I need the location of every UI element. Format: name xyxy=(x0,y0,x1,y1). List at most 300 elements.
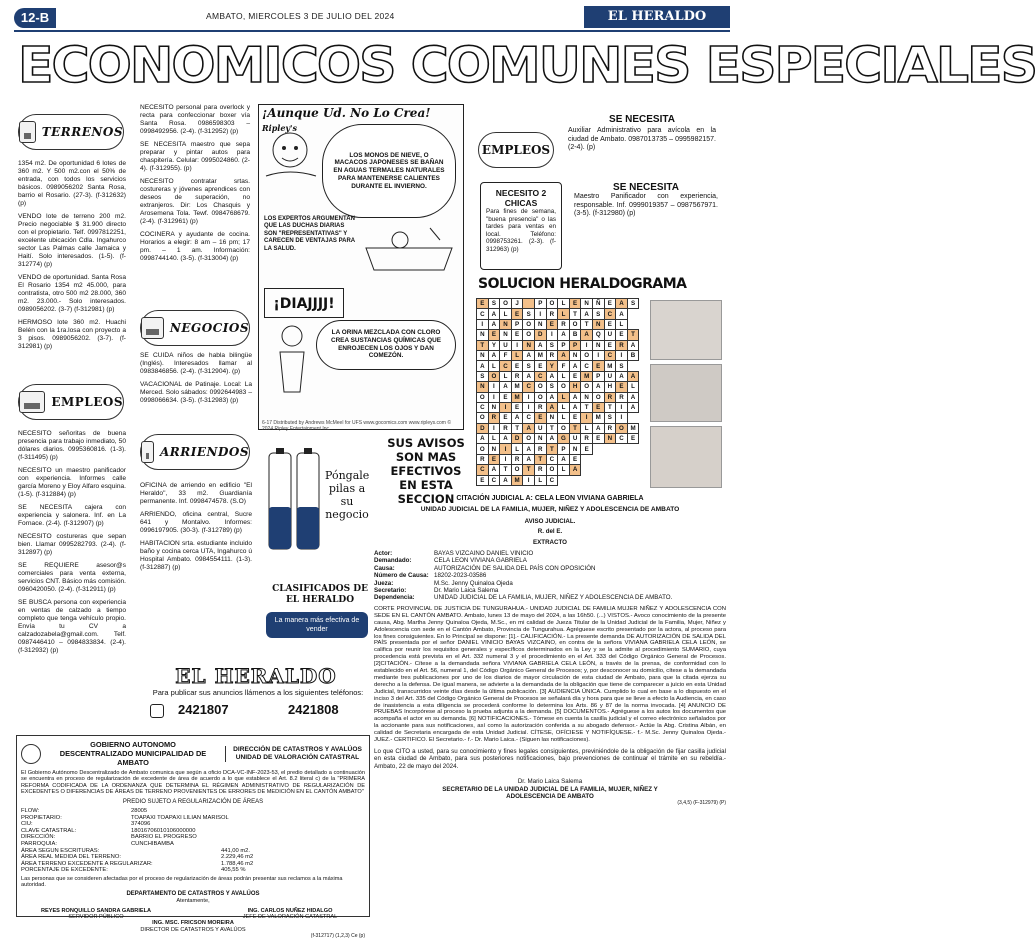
field-key: Dependencia: xyxy=(374,594,415,602)
grid-cell: T xyxy=(546,444,558,454)
row-value: 18016706010106000000 xyxy=(131,827,196,834)
grid-cell: E xyxy=(604,340,616,350)
gad-row xyxy=(21,815,365,822)
citation-rdee: R. del E. xyxy=(537,528,563,536)
phone-number-2: 2421808 xyxy=(288,702,339,717)
grid-cell: E xyxy=(488,454,500,464)
gad-areas xyxy=(21,848,365,874)
grid-row xyxy=(477,413,639,423)
grid-cell: N xyxy=(569,444,581,454)
grid-cell: I xyxy=(511,340,523,350)
field-value: BAYAS VIZCAINO DANIEL VINICIO xyxy=(434,550,534,558)
grid-cell: A xyxy=(488,319,500,329)
grid-row xyxy=(477,299,639,309)
cartoon-bubble-3 xyxy=(316,320,456,370)
gad-ref: (f-312717) (1,2,3) Ce (p) xyxy=(310,933,365,940)
classified-ad: NECESITO costureras que sepan bien. Llamar 0995282793. (2-4). (f-312897) (p) xyxy=(18,533,126,556)
grid-cell: A xyxy=(569,392,581,402)
grid-cell: C xyxy=(523,413,535,423)
grid-cell: E xyxy=(546,319,558,329)
grid-cell: I xyxy=(546,330,558,340)
row-value: TOAPAXI TOAPAXI LILIAN MARISOL xyxy=(131,814,229,821)
classified-ad: COCINERA y ayudante de cocina. Horarios a elegir: 8 am – 16 pm; 17 pm. – 1 am. Información: 0998744140. (3-5). (f-313004) (p) xyxy=(140,231,250,262)
row-key: PARROQUIA: xyxy=(21,841,57,847)
grid-cell: L xyxy=(627,382,639,392)
citation-field xyxy=(374,565,726,572)
grid-cell: A xyxy=(488,309,500,319)
grid-cell: A xyxy=(558,350,570,360)
grid-cell: I xyxy=(616,402,628,412)
grid-cell: A xyxy=(558,330,570,340)
grid-cell: L xyxy=(581,423,593,433)
grid-cell: O xyxy=(511,465,523,475)
grid-cell: J xyxy=(511,299,523,309)
cartoon-brand: Ripley's xyxy=(262,123,298,133)
grid-cell: C xyxy=(604,309,616,319)
grid-cell: A xyxy=(581,330,593,340)
citation-field xyxy=(374,557,726,564)
gad-row xyxy=(21,867,365,874)
grid-cell: U xyxy=(604,330,616,340)
grid-cell: P xyxy=(592,371,604,381)
grid-cell: E xyxy=(592,434,604,444)
empleos-ads xyxy=(18,430,126,730)
grid-cell: R xyxy=(488,413,500,423)
grid-cell: C xyxy=(523,382,535,392)
grid-cell: O xyxy=(523,330,535,340)
grid-row xyxy=(477,361,639,371)
gad-sig2-name: ING. CARLOS NUÑEZ HIDALGO xyxy=(247,907,333,914)
grid-cell: I xyxy=(500,402,512,412)
grid-cell: R xyxy=(511,454,523,464)
grid-cell: E xyxy=(616,382,628,392)
section-empleos-left xyxy=(18,384,124,420)
grid-cell: L xyxy=(558,402,570,412)
grid-cell: L xyxy=(616,319,628,329)
grid-cell: I xyxy=(534,309,546,319)
phone-number-1: 2421807 xyxy=(178,702,229,717)
grid-cell: R xyxy=(604,392,616,402)
citacion-judicial xyxy=(374,495,726,920)
phones-text: Para publicar sus anuncios llámenos a los siguientes teléfonos: xyxy=(152,688,364,697)
grid-cell: A xyxy=(627,402,639,412)
grid-cell: T xyxy=(534,454,546,464)
classified-ad: NECESITO señoritas de buena presencia para trabajo inmediato, 50 dólares diarios. 0995360816. (1-3). (f-311495) (p) xyxy=(18,430,126,461)
grid-cell: P xyxy=(558,444,570,454)
grid-cell: I xyxy=(523,392,535,402)
cartoon-bubble-1 xyxy=(322,124,456,218)
grid-cell: N xyxy=(523,340,535,350)
grid-cell: L xyxy=(511,350,523,360)
grid-cell: C xyxy=(546,475,558,485)
classified-ad: SE NECESITA maestro que sepa preparar y pintar autos para chaspitería. Celular: 0995024860. (2-4). (f-312955). (p) xyxy=(140,141,250,172)
citation-field xyxy=(374,572,726,579)
gad-row xyxy=(21,854,365,861)
grid-cell: E xyxy=(592,361,604,371)
grid-cell: C xyxy=(581,361,593,371)
classified-ad: ARRIENDO, oficina central, Sucre 641 y Montalvo. Informes: 0996197905. (30-3). (f-312789) (p) xyxy=(140,511,252,534)
grid-cell: P xyxy=(558,340,570,350)
grid-cell: A xyxy=(558,454,570,464)
grid-cell: O xyxy=(534,382,546,392)
classified-ad: 1354 m2. De oportunidad 6 lotes de 360 m2. Y 500 m2.con el 50% de entrada, con todos los servicios básicos. 0989056202 Santa Rosa, barrio el Rosario. (27-3). (f-312632) (p) xyxy=(18,160,126,207)
citation-title: CITACIÓN JUDICIAL A: CELA LEON VIVIANA GABRIELA xyxy=(456,495,644,502)
section-empleos-right-label: EMPLEOS xyxy=(481,143,551,157)
grid-cell: E xyxy=(616,330,628,340)
grid-cell: L xyxy=(558,465,570,475)
field-value: UNIDAD JUDICIAL DE LA FAMILIA, MUJER, NIÑEZ Y ADOLESCENCIA DE AMBATO. xyxy=(434,594,673,602)
grid-cell: Y xyxy=(546,361,558,371)
grid-row xyxy=(477,350,639,360)
row-key: FLOW: xyxy=(21,808,40,815)
citation-extracto: EXTRACTO xyxy=(533,538,567,546)
negocios-ads xyxy=(140,352,252,432)
grid-cell: E xyxy=(581,444,593,454)
cartoon-title-text: ¡Aunque Ud. No Lo Crea! xyxy=(262,106,431,120)
grid-cell: N xyxy=(477,330,489,340)
house-icon xyxy=(19,121,36,143)
grid-cell: E xyxy=(477,475,489,485)
phones-brand: EL HERALDO xyxy=(175,664,337,688)
row-value: 1.788,46 m2 xyxy=(221,860,254,867)
section-negocios-label: NEGOCIOS xyxy=(169,321,249,335)
ad-body: Para fines de semana, "buena presencia" o las tardes para ventas en local. Teléfono: 0998753261. (2-3). (f-312963) (p) xyxy=(486,208,556,253)
grid-cell: R xyxy=(511,371,523,381)
field-key: Jueza: xyxy=(374,579,394,587)
grid-cell: C xyxy=(477,402,489,412)
citation-ref: (3,4,5) (F-312979) (P) xyxy=(677,800,726,807)
gad-right-title: DIRECCIÓN DE CATASTROS Y AVALÚOS UNIDAD DE VALORACIÓN CATASTRAL xyxy=(225,746,365,762)
grid-cell: M xyxy=(581,371,593,381)
grid-row xyxy=(477,465,639,475)
ad-title: SE NECESITA xyxy=(613,182,679,193)
classified-ad: VENDO lote de terreno 200 m2. Precio negociable $ 31.900 directo con el propietario. Telf. 0997812251, excelente ubicación Cdla. Ingahurco sector Las Palmas calle Jamaica y Haití. Solo interesados. (1-5). (f-312774) (p) xyxy=(18,213,126,268)
grid-cell: U xyxy=(569,434,581,444)
field-key: Secretario: xyxy=(374,587,407,595)
page-number: 12-B xyxy=(14,8,56,28)
section-terrenos-label: TERRENOS xyxy=(41,125,123,139)
ad-title: NECESITO 2 CHICAS xyxy=(495,188,547,208)
grid-cell: A xyxy=(616,371,628,381)
grid-cell: A xyxy=(546,392,558,402)
gad-sig1-name: REYES RONQUILLO SANDRA GABRIELA xyxy=(40,907,152,914)
grid-cell: R xyxy=(558,319,570,329)
grid-row xyxy=(477,382,639,392)
grid-row xyxy=(477,454,639,464)
grid-cell: A xyxy=(523,444,535,454)
gad-sig1 xyxy=(21,908,171,921)
grid-cell: E xyxy=(627,434,639,444)
grid-cell: N xyxy=(477,382,489,392)
grid-cell: H xyxy=(569,382,581,392)
grid-cell: L xyxy=(558,413,570,423)
grid-cell: A xyxy=(546,434,558,444)
header-rule xyxy=(14,30,730,32)
grid-cell: C xyxy=(477,309,489,319)
grid-cell: M xyxy=(511,382,523,392)
gad-row xyxy=(21,861,365,868)
grid-cell: R xyxy=(616,340,628,350)
classified-ad: VENDO de oportunidad. Santa Rosa El Rosario 1354 m2 45.000, para contratista, otro 500 m2 28.000, 360 m2. 23.000.- Solo interesados. 0989056202. (3-7) (f-312981) (p) xyxy=(18,274,126,313)
grid-cell: E xyxy=(500,392,512,402)
manera-tagline: La manera más efectiva de vender xyxy=(266,612,368,638)
grid-cell: A xyxy=(546,371,558,381)
grid-cell: L xyxy=(488,434,500,444)
grid-cell: E xyxy=(569,413,581,423)
bathtub-illustration xyxy=(360,222,458,280)
grid-cell: S xyxy=(546,340,558,350)
grid-cell: R xyxy=(616,392,628,402)
heraldograma-grid xyxy=(476,298,646,490)
section-empleos-label: EMPLEOS xyxy=(51,395,123,409)
grid-cell: I xyxy=(500,444,512,454)
grid-cell: A xyxy=(569,361,581,371)
grid-cell: I xyxy=(581,340,593,350)
grid-cell: D xyxy=(534,330,546,340)
grid-cell: A xyxy=(592,382,604,392)
grid-cell: A xyxy=(627,340,639,350)
celebrity-photo-3 xyxy=(650,426,722,488)
grid-cell: C xyxy=(477,465,489,475)
gad-aten: Atentamente, xyxy=(176,898,210,905)
grid-cell: Y xyxy=(488,340,500,350)
gad-sig3 xyxy=(21,920,365,933)
grid-cell: E xyxy=(511,402,523,412)
grid-cell: O xyxy=(534,392,546,402)
gad-row xyxy=(21,821,365,828)
gad-sig2 xyxy=(215,908,365,921)
grid-cell: C xyxy=(546,454,558,464)
grid-cell: N xyxy=(569,350,581,360)
grid-cell: E xyxy=(534,413,546,423)
grid-cell: I xyxy=(488,392,500,402)
grid-cell: O xyxy=(523,434,535,444)
gad-sig2-title: JEFE DE VALORACIÓN CATASTRAL xyxy=(242,914,338,920)
grid-cell: A xyxy=(616,299,628,309)
gad-row xyxy=(21,834,365,841)
arriendos-ads xyxy=(140,482,252,614)
section-negocios xyxy=(140,310,250,346)
grid-cell: O xyxy=(558,423,570,433)
grid-row xyxy=(477,434,639,444)
grid-cell: I xyxy=(477,319,489,329)
citation-signer: Dr. Mario Laica Salema xyxy=(517,778,583,786)
grid-cell: L xyxy=(558,371,570,381)
gad-left-title: GOBIERNO AUTONOMO DESCENTRALIZADO MUNICIPALIDAD DE AMBATO xyxy=(59,740,207,767)
gad-rows xyxy=(21,808,365,848)
field-value: M.Sc. Jenny Quinaloa Ojeda xyxy=(434,579,513,587)
celebrity-photo-2 xyxy=(650,364,722,422)
row-value: BARRIO EL PROGRESO xyxy=(131,834,197,841)
celebrity-photo-1 xyxy=(650,300,722,360)
grid-row xyxy=(477,402,639,412)
classified-ad: HABITACION srta. estudiante incluido baño y cocina cerca UTA, Ingahurco ú Hospital Ambato. 0984554111. (1-3). (f-312887) (p) xyxy=(140,540,252,571)
gad-dept: DEPARTAMENTO DE CATASTROS Y AVALÚOS xyxy=(126,890,260,897)
grid-cell: S xyxy=(488,299,500,309)
grid-cell: R xyxy=(604,423,616,433)
grid-cell: C xyxy=(488,475,500,485)
grid-cell: L xyxy=(500,309,512,319)
key-icon xyxy=(141,441,154,463)
grid-row xyxy=(477,330,639,340)
gad-row xyxy=(21,841,365,848)
grid-cell: G xyxy=(558,434,570,444)
grid-cell: I xyxy=(523,475,535,485)
row-value: 374096 xyxy=(131,821,151,828)
grid-cell: I xyxy=(500,454,512,464)
grid-cell: O xyxy=(592,392,604,402)
citation-field xyxy=(374,587,726,594)
cartoon-text-1: LOS MONOS DE NIEVE, O MACACOS JAPONESES SE BAÑAN EN AGUAS TERMALES NATURALES PARA MANTENERSE CALIENTES DURANTE EL INVIERNO. xyxy=(333,151,445,190)
grid-cell: S xyxy=(523,309,535,319)
grid-cell: A xyxy=(616,309,628,319)
grid-cell: R xyxy=(546,309,558,319)
cartoon-exclaim: ¡DIAJJJJ! xyxy=(264,288,344,318)
citation-signer-title: SECRETARIO DE LA UNIDAD JUDICIAL DE LA FAMILIA, MUJER, NIÑEZ Y ADOLESCENCIA DE AMBATO xyxy=(442,785,658,801)
classified-ad: NECESITO un maestro panificador con experiencia. Informes calle garcía Moreno y Eloy Alfaro esquina. (1-5). (f-312884) (p) xyxy=(18,467,126,498)
field-value: 18202-2023-03586 xyxy=(434,572,487,580)
grid-cell: T xyxy=(569,423,581,433)
grid-cell: N xyxy=(546,413,558,423)
row-key: ÁREA TERRENO EXCEDENTE A REGULARIZAR: xyxy=(21,860,153,867)
grid-cell: R xyxy=(546,350,558,360)
grid-cell: O xyxy=(616,423,628,433)
grid-row xyxy=(477,340,639,350)
grid-cell: R xyxy=(534,444,546,454)
row-key: CIU: xyxy=(21,821,33,828)
grid-cell: E xyxy=(511,361,523,371)
classified-ad: NECESITO contratar srtas. costureras y jóvenes aprendices con deseos de superación, no extranjeros. Dir: Los Chasquis y Arosemena Tola. Tewf. 0984768679. (2-4). (f-312961) (p) xyxy=(140,178,250,225)
grid-cell: N xyxy=(581,392,593,402)
grid-cell: D xyxy=(511,434,523,444)
grid-cell: C xyxy=(500,361,512,371)
pilas-slogan: Póngale pilas a su negocio xyxy=(325,469,370,521)
grid-cell: T xyxy=(511,423,523,433)
grid-cell: B xyxy=(569,330,581,340)
grid-cell: S xyxy=(592,309,604,319)
grid-cell: N xyxy=(592,340,604,350)
grid-row xyxy=(477,371,639,381)
grid-cell: T xyxy=(604,402,616,412)
ad-body: Auxiliar Administrativo para avícola en la ciudad de Ambato. 0987013735 – 0995982157. (2-4). (p) xyxy=(568,127,716,151)
classified-ad: OFICINA de arriendo en edificio "El Heraldo", 33 m2. Guardianía permanente. Inf. 0998474578. (S.O) xyxy=(140,482,252,505)
classified-ad: VACACIONAL de Patinaje. Local: La Merced. Solo sábados: 0992644983 – 0998066634. (3-5). (f-312983) (p) xyxy=(140,381,252,404)
gad-sig3-title: DIRECTOR DE CATASTROS Y AVALÚOS xyxy=(140,926,246,933)
grid-cell: M xyxy=(511,475,523,485)
grid-cell: R xyxy=(500,423,512,433)
row-key: CLAVE CATASTRAL: xyxy=(21,827,77,834)
ad-title: SE NECESITA xyxy=(609,114,675,125)
gad-ambato-notice xyxy=(16,735,370,940)
citation-field xyxy=(374,550,726,557)
grid-cell: A xyxy=(523,350,535,360)
gad-sig1-title: SERVIDOR PÚBLICO xyxy=(68,914,124,920)
grid-cell: B xyxy=(627,350,639,360)
grid-cell: T xyxy=(581,402,593,412)
grid-cell: N xyxy=(488,402,500,412)
field-value: CELA LEON VIVIANA GABRIELA xyxy=(434,557,527,565)
grid-cell: A xyxy=(488,465,500,475)
grid-cell: D xyxy=(477,423,489,433)
grid-cell: I xyxy=(488,423,500,433)
grid-cell: E xyxy=(569,454,581,464)
grid-cell: E xyxy=(511,309,523,319)
grid-cell: L xyxy=(488,361,500,371)
citation-closing: Lo que CITO a usted, para su conocimiento y fines legales consiguientes, previniéndole de la obligación de fijar casilla judicial en esta ciudad de Ambato, para sus posteriores notificaciones, bajo prevenciones de continuar el trámite en su rebeldía.- Ambato, 22 de mayo del 2024. xyxy=(374,748,726,770)
grid-cell: A xyxy=(534,340,546,350)
grid-cell: F xyxy=(500,350,512,360)
row-key: ÁREA REAL MEDIDA DEL TERRENO: xyxy=(21,854,121,861)
grid-cell: A xyxy=(500,434,512,444)
grid-cell: M xyxy=(534,350,546,360)
grid-cell: M xyxy=(627,423,639,433)
classified-ad: SE BUSCA persona con experiencia en ventas de calzado a tiempo completo que tenga vehículo propio. Envía tu CV a calzadozabela@gmail.com. Telf. 0987446410 – 0984833834. (2-4). (f-312932) (p) xyxy=(18,599,126,654)
grid-cell: O xyxy=(500,299,512,309)
ad-body: Maestro Panificador con experiencia, responsable. Inf. 0999019357 – 0987567971. (3-5). (f-312980) (p) xyxy=(574,193,718,217)
field-key: Causa: xyxy=(374,564,395,572)
grid-cell: O xyxy=(477,413,489,423)
grid-cell: E xyxy=(534,361,546,371)
grid-cell: N xyxy=(534,434,546,444)
grid-cell: O xyxy=(546,299,558,309)
grid-cell: I xyxy=(616,413,628,423)
grid-row xyxy=(477,319,639,329)
grid-cell: O xyxy=(477,444,489,454)
grid-cell: L xyxy=(558,299,570,309)
grid-cell: R xyxy=(534,402,546,412)
grid-cell: L xyxy=(558,309,570,319)
grid-cell: N xyxy=(477,350,489,360)
grid-cell: E xyxy=(604,319,616,329)
cartoon-footer: 6-17 Distributed by Andrews McMeel for UFS www.gocomics.com www.ripleys.com © 2024 Ripley Entertainment Inc. xyxy=(262,420,452,432)
dateline: AMBATO, MIERCOLES 3 DE JULIO DEL 2024 xyxy=(206,11,395,21)
phone-icon xyxy=(150,704,164,718)
grid-cell: A xyxy=(627,392,639,402)
field-key: Actor: xyxy=(374,550,393,558)
grid-cell: U xyxy=(534,423,546,433)
gad-sig3-name: ING. MSC. FRICSON MOREIRA xyxy=(152,920,234,927)
grid-row xyxy=(477,309,639,319)
grid-cell: A xyxy=(477,361,489,371)
grid-cell: E xyxy=(604,299,616,309)
grid-cell: O xyxy=(558,382,570,392)
bucket-illustration xyxy=(270,322,316,402)
grid-cell: I xyxy=(488,382,500,392)
field-value: Dr. Mario Laica Salema xyxy=(434,587,499,595)
clasificados-label: CLASIFICADOS DE EL HERALDO xyxy=(272,584,368,605)
battery-icon xyxy=(265,447,325,557)
grid-cell: C xyxy=(534,371,546,381)
section-terrenos xyxy=(18,114,124,150)
newspaper-brand: EL HERALDO xyxy=(584,6,730,28)
row-value: 405,55 % xyxy=(221,867,246,874)
ad-se-necesita-2 xyxy=(570,182,722,252)
section-empleos-right xyxy=(478,132,554,168)
grid-cell: Q xyxy=(592,330,604,340)
grid-cell: S xyxy=(627,299,639,309)
grid-cell: O xyxy=(546,465,558,475)
grid-cell: U xyxy=(500,340,512,350)
grid-cell: E xyxy=(477,299,489,309)
grid-cell: S xyxy=(604,413,616,423)
grid-row xyxy=(477,475,639,485)
row-key: DIRECCIÓN: xyxy=(21,834,56,841)
grid-cell: L xyxy=(534,475,546,485)
grid-cell: O xyxy=(581,350,593,360)
grid-cell: A xyxy=(511,413,523,423)
grid-cell: S xyxy=(546,382,558,392)
grid-cell: I xyxy=(523,402,535,412)
